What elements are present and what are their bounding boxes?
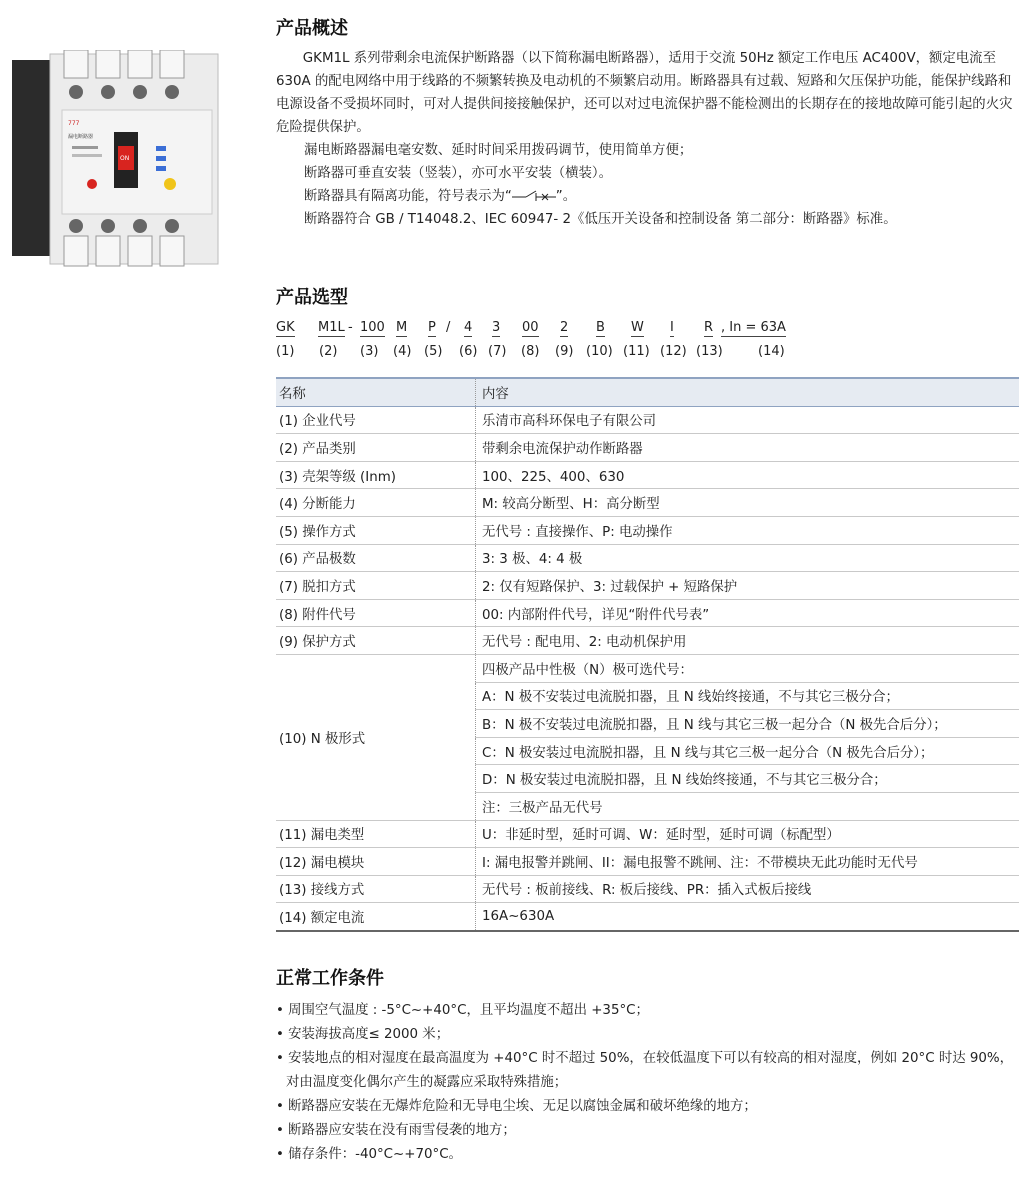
code-part: M: [396, 320, 408, 335]
code-part: M1L: [318, 320, 345, 335]
code-part: I: [670, 320, 674, 335]
code-part: 2: [560, 320, 569, 335]
list-item: • 周围空气温度 : -5°C~+40°C，且平均温度不超出 +35°C；: [276, 1003, 649, 1018]
code-index: (4): [393, 344, 412, 359]
list-item: • 安装地点的相对湿度在最高温度为 +40°C 时不超过 50%，在较低温度下可以有较高的相对湿度，例如 20°C 时达 90%，对由温度变化偶尔产生的凝露应采取特殊措施；: [276, 1051, 1014, 1090]
code-index: (2): [319, 344, 338, 359]
code-index: (7): [488, 344, 507, 359]
code-index: (5): [424, 344, 443, 359]
code-index: (3): [360, 344, 379, 359]
product-image: [10, 50, 222, 268]
code-index: (10): [586, 344, 613, 359]
overview-text: [276, 47, 1020, 231]
table-row: C：N 极安装过电流脱扣器，且 N 线与其它三极一起分合（N 极先合后分）；: [276, 737, 1019, 765]
code-index: (12): [660, 344, 687, 359]
code-part: GK: [276, 320, 295, 335]
code-part: -: [348, 320, 353, 335]
list-item: • 储存条件：-40°C~+70°C。: [276, 1147, 462, 1162]
table-row: (11) 漏电类型 U：非延时型，延时可调、W：延时型，延时可调（标配型）: [276, 820, 1019, 848]
table-row: B：N 极不安装过电流脱扣器，且 N 线与其它三极一起分合（N 极先合后分）；: [276, 710, 1019, 738]
code-index: (1): [276, 344, 295, 359]
overview-title: 产品概述: [276, 18, 348, 39]
code-index: (9): [555, 344, 574, 359]
table-row: (10) N 极形式 四极产品中性极（N）极可选代号：: [276, 654, 1019, 682]
header-content: 内容: [476, 378, 1020, 406]
overview-line: 断路器可垂直安装（竖装），亦可水平安装（横装）。: [304, 166, 612, 181]
selection-title: 产品选型: [276, 287, 348, 308]
table-row: 注：三极产品无代号: [276, 792, 1019, 820]
code-part: P: [428, 320, 436, 335]
code-part: 4: [464, 320, 473, 335]
table-row: (4) 分断能力 M: 较高分断型、H：高分断型: [276, 489, 1019, 517]
table-row: (2) 产品类别 带剩余电流保护动作断路器: [276, 434, 1019, 462]
table-row: (5) 操作方式 无代号 : 直接操作、P: 电动操作: [276, 516, 1019, 544]
code-part: /: [446, 320, 451, 335]
table-header: [276, 378, 1019, 406]
row10-key: (10) N 极形式: [276, 654, 476, 820]
conditions-list: [276, 999, 1020, 1167]
code-part: 00: [522, 320, 539, 335]
table-row: A：N 极不安装过电流脱扣器，且 N 线始终接通，不与其它三极分合；: [276, 682, 1019, 710]
code-index: (6): [459, 344, 478, 359]
table-row: D：N 极安装过电流脱扣器，且 N 线始终接通，不与其它三极分合；: [276, 765, 1019, 793]
list-item: • 断路器应安装在无爆炸危险和无导电尘埃、无足以腐蚀金属和破坏绝缘的地方；: [276, 1099, 757, 1114]
code-part: B: [596, 320, 605, 335]
header-name: 名称: [276, 378, 476, 406]
table-row: (9) 保护方式 无代号 : 配电用、2: 电动机保护用: [276, 627, 1019, 655]
table-row: (6) 产品极数 3: 3 极、4: 4 极: [276, 544, 1019, 572]
table-row: (12) 漏电模块 I: 漏电报警并跳闸、II：漏电报警不跳闸、注：不带模块无此功能时无代号: [276, 848, 1019, 876]
overview-line: 断路器具有隔离功能，符号表示为“ ”。: [304, 189, 577, 204]
table-row: (14) 额定电流 16A~630A: [276, 903, 1019, 931]
svg-text:777: 777: [68, 120, 80, 127]
product-brand-label: 漏电断路器: [68, 134, 94, 140]
code-index: (13): [696, 344, 723, 359]
table-row: (7) 脱扣方式 2: 仅有短路保护、3: 过载保护 + 短路保护: [276, 572, 1019, 600]
overview-line: 漏电断路器漏电毫安数、延时时间采用拨码调节，使用简单方便；: [304, 143, 693, 158]
code-index: (8): [521, 344, 540, 359]
list-item: • 安装海拔高度≤ 2000 米；: [276, 1027, 450, 1042]
code-part: 100: [360, 320, 385, 335]
overview-line: 断路器符合 GB / T14048.2、IEC 60947- 2《低压开关设备和控制设备 第二部分：断路器》标准。: [304, 212, 897, 227]
code-part: R: [704, 320, 714, 335]
code-index: (11): [623, 344, 650, 359]
table-row: (8) 附件代号 00: 内部附件代号，详见“附件代号表”: [276, 599, 1019, 627]
product-on-label: ON: [120, 155, 130, 162]
overview-intro: GKM1L 系列带剩余电流保护断路器（以下简称漏电断路器），适用于交流 50Hz 额定工作电压 AC400V，额定电流至 630A 的配电网络中用于线路的不频繁转换及电动机的不频繁启动用。断路器具有过载、短路和欠压保护功能，能保护线路和电源设备不受损坏同时，可对人提供间接接触保护，还可以对过电流保护器不能检测出的长期存在的接地故障可能引起的火灾危险提供保护。: [276, 51, 1013, 135]
code-index: (14): [758, 344, 785, 359]
code-part: , In = 63A: [721, 320, 786, 335]
table-row: (13) 接线方式 无代号 : 板前接线、R: 板后接线、PR：插入式板后接线: [276, 875, 1019, 903]
table-row: (1) 企业代号 乐清市高科环保电子有限公司: [276, 406, 1019, 434]
conditions-title: 正常工作条件: [276, 968, 384, 989]
code-part: W: [631, 320, 644, 335]
code-part: 3: [492, 320, 501, 335]
isolation-symbol-icon: [512, 190, 556, 202]
list-item: • 断路器应安装在没有雨雪侵袭的地方；: [276, 1123, 516, 1138]
table-row: (3) 壳架等级 (Inm) 100、225、400、630: [276, 461, 1019, 489]
selection-table: [276, 377, 1019, 932]
